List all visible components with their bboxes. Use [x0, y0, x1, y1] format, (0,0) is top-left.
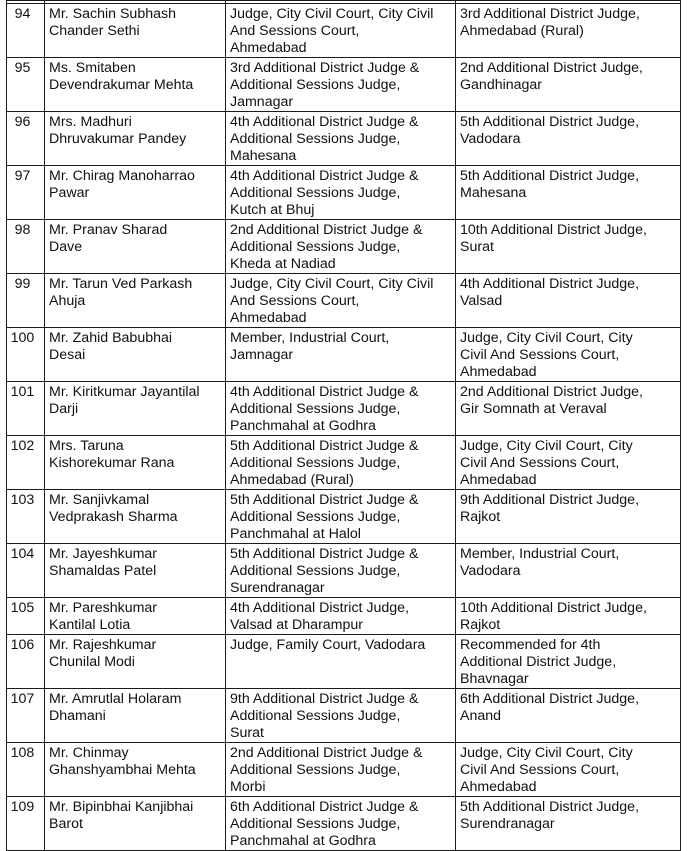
cell-line: 6th Additional District Judge & — [230, 799, 419, 815]
cell-line: Bhavnagar — [460, 671, 529, 687]
cell-line: Mr. Rajeshkumar — [49, 637, 157, 653]
cell-line: Mr. Chirag Manoharrao — [49, 168, 195, 184]
serial-number-cell: 101 — [7, 382, 45, 436]
serial-number-cell: 96 — [7, 112, 45, 166]
cell-line: Panchmahal at Godhra — [230, 418, 376, 434]
present-posting-cell — [226, 112, 456, 166]
cell-line: 5th Additional District Judge & — [230, 546, 419, 562]
table-row — [7, 166, 681, 220]
cell-line: 5th Additional District Judge & — [230, 438, 419, 454]
cell-line: Surendranagar — [460, 816, 555, 832]
cell-line: Mr. Amrutlal Holaram — [49, 691, 182, 707]
cell-line: Surendranagar — [230, 580, 325, 596]
present-posting-cell — [226, 382, 456, 436]
officer-name-cell — [45, 689, 226, 743]
officer-name-cell — [45, 797, 226, 851]
present-posting-cell — [226, 797, 456, 851]
cell-line: Mrs. Taruna — [49, 438, 124, 454]
cell-line: 3rd Additional District Judge & — [230, 60, 420, 76]
cell-line: Judge, City Civil Court, City Civil — [230, 6, 434, 22]
new-posting-cell — [456, 274, 681, 328]
cell-line: Mrs. Madhuri — [49, 114, 132, 130]
cell-line: Mahesana — [230, 148, 297, 164]
cell-line: Additional Sessions Judge, — [230, 131, 401, 147]
table-row — [7, 490, 681, 544]
present-posting-cell — [226, 743, 456, 797]
cell-line: 4th Additional District Judge, — [460, 276, 640, 292]
cell-line: 5th Additional District Judge, — [460, 799, 640, 815]
cell-line: Surat — [230, 725, 264, 741]
cell-line: Panchmahal at Halol — [230, 526, 361, 542]
present-posting-cell — [226, 166, 456, 220]
cell-line: Mr. Pareshkumar — [49, 600, 158, 616]
cell-line: Vedprakash Sharma — [49, 509, 178, 525]
serial-number-cell: 109 — [7, 797, 45, 851]
officer-name-cell — [45, 598, 226, 635]
cell-line: Additional Sessions Judge, — [230, 509, 401, 525]
table-row — [7, 4, 681, 58]
new-posting-cell — [456, 382, 681, 436]
serial-number-cell: 103 — [7, 490, 45, 544]
cell-line: 3rd Additional District Judge, — [460, 6, 640, 22]
transfer-table-body — [7, 1, 681, 851]
cell-line: Gandhinagar — [460, 77, 543, 93]
cell-line: 4th Additional District Judge, — [230, 600, 410, 616]
cell-line: 2nd Additional District Judge, — [460, 384, 643, 400]
transfer-table — [6, 0, 681, 851]
cell-line: 10th Additional District Judge, — [460, 222, 647, 238]
cell-line: Ahmedabad — [460, 472, 537, 488]
new-posting-cell — [456, 4, 681, 58]
cell-line: 5th Additional District Judge & — [230, 492, 419, 508]
cell-line: Judge, City Civil Court, City — [460, 330, 633, 346]
cell-line: 5th Additional District Judge, — [460, 168, 640, 184]
cell-line: Dhamani — [49, 708, 106, 724]
cell-line: Shamaldas Patel — [49, 563, 157, 579]
cell-line: Anand — [460, 708, 502, 724]
present-posting-cell — [226, 689, 456, 743]
new-posting-cell — [456, 689, 681, 743]
cell-line: Additional Sessions Judge, — [230, 77, 401, 93]
cell-line: Mr. Jayeshkumar — [49, 546, 158, 562]
new-posting-cell — [456, 743, 681, 797]
officer-name-cell — [45, 166, 226, 220]
table-row — [7, 797, 681, 851]
officer-name-cell — [45, 382, 226, 436]
officer-name-cell — [45, 58, 226, 112]
cell-line: Additional Sessions Judge, — [230, 239, 401, 255]
cell-line: Member, Industrial Court, — [460, 546, 620, 562]
serial-number-cell: 107 — [7, 689, 45, 743]
cell-line: Devendrakumar Mehta — [49, 77, 194, 93]
present-posting-cell — [226, 436, 456, 490]
cell-line: Additional Sessions Judge, — [230, 563, 401, 579]
serial-number-cell: 97 — [7, 166, 45, 220]
cell-line: 9th Additional District Judge & — [230, 691, 419, 707]
present-posting-cell — [226, 58, 456, 112]
cell-line: Additional Sessions Judge, — [230, 455, 401, 471]
cell-line: Panchmahal at Godhra — [230, 833, 376, 849]
officer-name-cell — [45, 490, 226, 544]
cell-line: Mr. Pranav Sharad — [49, 222, 168, 238]
cell-line: Ms. Smitaben — [49, 60, 136, 76]
table-row — [7, 58, 681, 112]
cell-line: Additional Sessions Judge, — [230, 816, 401, 832]
cell-line: Chunilal Modi — [49, 654, 135, 670]
present-posting-cell — [226, 220, 456, 274]
new-posting-cell — [456, 328, 681, 382]
cell-line: 2nd Additional District Judge & — [230, 745, 423, 761]
cell-line: 2nd Additional District Judge, — [460, 60, 643, 76]
officer-name-cell — [45, 436, 226, 490]
cell-line: Ghanshyambhai Mehta — [49, 762, 196, 778]
serial-number-cell: 102 — [7, 436, 45, 490]
cell-line: Additional Sessions Judge, — [230, 762, 401, 778]
cell-line: Additional Sessions Judge, — [230, 401, 401, 417]
cell-line: Kutch at Bhuj — [230, 202, 315, 218]
cell-line: Mr. Tarun Ved Parkash — [49, 276, 193, 292]
new-posting-cell — [456, 490, 681, 544]
cell-line: Pawar — [49, 185, 90, 201]
cell-line: Chander Sethi — [49, 23, 140, 39]
officer-name-cell — [45, 328, 226, 382]
cell-line: Civil And Sessions Court, — [460, 347, 620, 363]
present-posting-cell — [226, 635, 456, 689]
new-posting-cell — [456, 544, 681, 598]
cell-line: 4th Additional District Judge & — [230, 114, 419, 130]
table-row — [7, 689, 681, 743]
cell-line: Vadodara — [460, 131, 521, 147]
new-posting-cell — [456, 436, 681, 490]
cell-line: Ahmedabad — [230, 40, 307, 56]
serial-number-cell: 99 — [7, 274, 45, 328]
table-row — [7, 274, 681, 328]
cell-line: Mr. Zahid Babubhai — [49, 330, 173, 346]
cell-line: Additional Sessions Judge, — [230, 708, 401, 724]
cell-line: Mr. Bipinbhai Kanjibhai — [49, 799, 194, 815]
serial-number-cell: 108 — [7, 743, 45, 797]
cell-line: Dhruvakumar Pandey — [49, 131, 187, 147]
cell-line: Ahmedabad — [460, 364, 537, 380]
cell-line: And Sessions Court, — [230, 293, 360, 309]
serial-number-cell: 95 — [7, 58, 45, 112]
cell-line: 4th Additional District Judge & — [230, 384, 419, 400]
cell-line: 2nd Additional District Judge & — [230, 222, 423, 238]
cell-line: Barot — [49, 816, 83, 832]
cell-line: Mr. Chinmay — [49, 745, 129, 761]
cell-line: Valsad at Dharampur — [230, 617, 364, 633]
serial-number-cell: 94 — [7, 4, 45, 58]
cell-line: Ahuja — [49, 293, 86, 309]
serial-number-cell: 98 — [7, 220, 45, 274]
cell-line: Morbi — [230, 779, 266, 795]
present-posting-cell — [226, 490, 456, 544]
new-posting-cell — [456, 166, 681, 220]
new-posting-cell — [456, 598, 681, 635]
new-posting-cell — [456, 58, 681, 112]
cell-line: 10th Additional District Judge, — [460, 600, 647, 616]
cell-line: Desai — [49, 347, 86, 363]
cell-line: Civil And Sessions Court, — [460, 455, 620, 471]
table-row — [7, 635, 681, 689]
cell-line: And Sessions Court, — [230, 23, 360, 39]
new-posting-cell — [456, 220, 681, 274]
cell-line: Mr. Sanjivkamal — [49, 492, 150, 508]
cell-line: Civil And Sessions Court, — [460, 762, 620, 778]
serial-number-cell: 100 — [7, 328, 45, 382]
serial-number-cell: 105 — [7, 598, 45, 635]
cell-line: Kheda at Nadiad — [230, 256, 336, 272]
officer-name-cell — [45, 112, 226, 166]
present-posting-cell — [226, 4, 456, 58]
cell-line: Kantilal Lotia — [49, 617, 131, 633]
cell-line: Jamnagar — [230, 347, 294, 363]
table-row — [7, 743, 681, 797]
table-row — [7, 328, 681, 382]
new-posting-cell — [456, 112, 681, 166]
cell-line: 6th Additional District Judge, — [460, 691, 640, 707]
transfer-list-page — [6, 0, 680, 851]
cell-line: Additional District Judge, — [460, 654, 617, 670]
officer-name-cell — [45, 743, 226, 797]
serial-number-cell: 104 — [7, 544, 45, 598]
present-posting-cell — [226, 598, 456, 635]
cell-line: Dave — [49, 239, 83, 255]
cell-line: Valsad — [460, 293, 503, 309]
cell-line: Additional Sessions Judge, — [230, 185, 401, 201]
officer-name-cell — [45, 544, 226, 598]
officer-name-cell — [45, 274, 226, 328]
table-row — [7, 544, 681, 598]
cell-line: Rajkot — [460, 617, 501, 633]
table-row — [7, 598, 681, 635]
officer-name-cell — [45, 635, 226, 689]
cell-line: Judge, Family Court, Vadodara — [230, 637, 426, 653]
cell-line: Surat — [460, 239, 494, 255]
cell-line: Mahesana — [460, 185, 527, 201]
cell-line: Gir Somnath at Veraval — [460, 401, 607, 417]
cell-line: Mr. Kiritkumar Jayantilal — [49, 384, 200, 400]
cell-line: Ahmedabad — [230, 310, 307, 326]
cell-line: Kishorekumar Rana — [49, 455, 175, 471]
cell-line: Jamnagar — [230, 94, 294, 110]
officer-name-cell — [45, 4, 226, 58]
cell-line: 4th Additional District Judge & — [230, 168, 419, 184]
cell-line: 9th Additional District Judge, — [460, 492, 640, 508]
cell-line: Ahmedabad (Rural) — [230, 472, 354, 488]
new-posting-cell — [456, 797, 681, 851]
new-posting-cell — [456, 635, 681, 689]
cell-line: Member, Industrial Court, — [230, 330, 390, 346]
cell-line: Judge, City Civil Court, City — [460, 745, 633, 761]
present-posting-cell — [226, 328, 456, 382]
cell-line: Vadodara — [460, 563, 521, 579]
cell-line: 5th Additional District Judge, — [460, 114, 640, 130]
cell-line: Judge, City Civil Court, City — [460, 438, 633, 454]
cell-line: Ahmedabad — [460, 779, 537, 795]
serial-number-cell: 106 — [7, 635, 45, 689]
cell-line: Recommended for 4th — [460, 637, 601, 653]
present-posting-cell — [226, 274, 456, 328]
cell-line: Rajkot — [460, 509, 501, 525]
cell-line: Darji — [49, 401, 79, 417]
officer-name-cell — [45, 220, 226, 274]
table-row — [7, 220, 681, 274]
table-row — [7, 112, 681, 166]
cell-line: Ahmedabad (Rural) — [460, 23, 584, 39]
present-posting-cell — [226, 544, 456, 598]
table-row — [7, 382, 681, 436]
table-row — [7, 436, 681, 490]
cell-line: Mr. Sachin Subhash — [49, 6, 176, 22]
cell-line: Judge, City Civil Court, City Civil — [230, 276, 434, 292]
